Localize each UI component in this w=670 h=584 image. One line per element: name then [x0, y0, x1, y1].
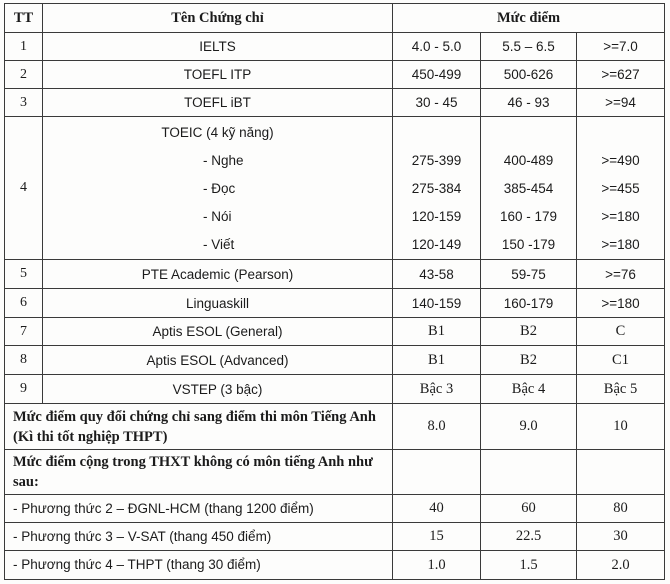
method-label: - Phương thức 4 – THPT (thang 30 điểm): [5, 551, 393, 580]
score-value: >=490: [601, 153, 640, 168]
score-level-2: 59-75: [481, 260, 577, 289]
score-level-3: >=94: [577, 89, 665, 117]
score-level-3-stack: [577, 117, 665, 260]
certificate-name: Linguaskill: [43, 289, 393, 318]
header-tt: TT: [5, 4, 43, 33]
table-row-toeic: [5, 117, 665, 260]
table-row: [5, 89, 665, 117]
score-level-2: 46 - 93: [481, 89, 577, 117]
method-label: - Phương thức 3 – V-SAT (thang 450 điểm): [5, 523, 393, 551]
score-level-2: B2: [481, 318, 577, 346]
score-level-2-stack: [481, 117, 577, 260]
bonus-value-1: 15: [393, 523, 481, 551]
certificate-name: TOEIC (4 kỹ năng): [161, 125, 274, 140]
bonus-value-2: 22.5: [481, 523, 577, 551]
bonus-value-1: 40: [393, 495, 481, 523]
certificate-name: Aptis ESOL (Advanced): [43, 346, 393, 375]
score-value: >=180: [601, 209, 640, 224]
bonus-title-row: [5, 450, 665, 495]
table-header-row: [5, 4, 665, 33]
empty-cell: [577, 450, 665, 495]
score-level-3: >=7.0: [577, 33, 665, 61]
toeic-skill-speaking: - Nói: [203, 209, 232, 224]
table-row: [5, 289, 665, 318]
conversion-value-3: 10: [577, 404, 665, 450]
score-level-2: 5.5 – 6.5: [481, 33, 577, 61]
certificate-name: Aptis ESOL (General): [43, 318, 393, 346]
certificate-name: TOEFL iBT: [43, 89, 393, 117]
score-level-3: C: [577, 318, 665, 346]
score-level-3: >=76: [577, 260, 665, 289]
score-level-1: 4.0 - 5.0: [393, 33, 481, 61]
score-level-3: >=180: [577, 289, 665, 318]
bonus-method-row: [5, 495, 665, 523]
bonus-value-3: 2.0: [577, 551, 665, 580]
score-level-1-stack: [393, 117, 481, 260]
score-level-3: Bậc 5: [577, 375, 665, 404]
row-number: 4: [5, 117, 43, 260]
row-number: 8: [5, 346, 43, 375]
row-number: 9: [5, 375, 43, 404]
score-value: 120-159: [411, 209, 462, 224]
empty-cell: [481, 450, 577, 495]
score-value: 275-384: [411, 181, 462, 196]
empty-cell: [393, 450, 481, 495]
score-value: >=180: [601, 237, 640, 252]
score-level-1: 140-159: [393, 289, 481, 318]
score-value: 400-489: [503, 153, 554, 168]
table-row: [5, 61, 665, 89]
bonus-method-row: [5, 523, 665, 551]
toeic-skill-listening: - Nghe: [203, 153, 244, 168]
toeic-skill-writing: - Viết: [203, 237, 235, 252]
row-number: 5: [5, 260, 43, 289]
table-row: [5, 318, 665, 346]
table-row: [5, 260, 665, 289]
row-number: 6: [5, 289, 43, 318]
score-level-3: C1: [577, 346, 665, 375]
certificate-name: PTE Academic (Pearson): [43, 260, 393, 289]
header-score-level: Mức điểm: [393, 4, 665, 33]
score-value: 385-454: [503, 181, 554, 196]
score-level-3: >=627: [577, 61, 665, 89]
bonus-value-2: 60: [481, 495, 577, 523]
score-value: 120-149: [411, 237, 462, 252]
certificate-name: IELTS: [43, 33, 393, 61]
score-level-2: B2: [481, 346, 577, 375]
score-level-1: 30 - 45: [393, 89, 481, 117]
row-number: 1: [5, 33, 43, 61]
table-row: [5, 346, 665, 375]
toeic-skill-reading: - Đọc: [203, 181, 236, 196]
conversion-value-1: 8.0: [393, 404, 481, 450]
header-certificate-name: Tên Chứng chỉ: [43, 4, 393, 33]
table-row: [5, 33, 665, 61]
score-level-2: Bậc 4: [481, 375, 577, 404]
conversion-row: [5, 404, 665, 450]
score-value: 150 -179: [501, 237, 556, 252]
bonus-value-2: 1.5: [481, 551, 577, 580]
bonus-method-row: [5, 551, 665, 580]
score-level-1: B1: [393, 318, 481, 346]
conversion-value-2: 9.0: [481, 404, 577, 450]
bonus-title: Mức điểm cộng trong THXT không có môn tiếng Anh như sau:: [5, 450, 393, 495]
row-number: 3: [5, 89, 43, 117]
toeic-name-cell: [43, 117, 393, 260]
bonus-value-3: 80: [577, 495, 665, 523]
certificate-name: TOEFL ITP: [43, 61, 393, 89]
bonus-value-3: 30: [577, 523, 665, 551]
score-level-1: Bậc 3: [393, 375, 481, 404]
table-row: [5, 375, 665, 404]
bonus-value-1: 1.0: [393, 551, 481, 580]
certificate-score-table: [4, 3, 665, 580]
row-number: 2: [5, 61, 43, 89]
score-level-2: 500-626: [481, 61, 577, 89]
score-level-1: 43-58: [393, 260, 481, 289]
certificate-name: VSTEP (3 bậc): [43, 375, 393, 404]
score-value: 160 - 179: [499, 209, 558, 224]
conversion-label: Mức điểm quy đổi chứng chỉ sang điểm thi môn Tiếng Anh (Kì thi tốt nghiệp THPT): [5, 404, 393, 450]
score-level-2: 160-179: [481, 289, 577, 318]
score-value: >=455: [601, 181, 640, 196]
score-level-1: 450-499: [393, 61, 481, 89]
score-value: 275-399: [411, 153, 462, 168]
score-level-1: B1: [393, 346, 481, 375]
row-number: 7: [5, 318, 43, 346]
method-label: - Phương thức 2 – ĐGNL-HCM (thang 1200 điểm): [5, 495, 393, 523]
